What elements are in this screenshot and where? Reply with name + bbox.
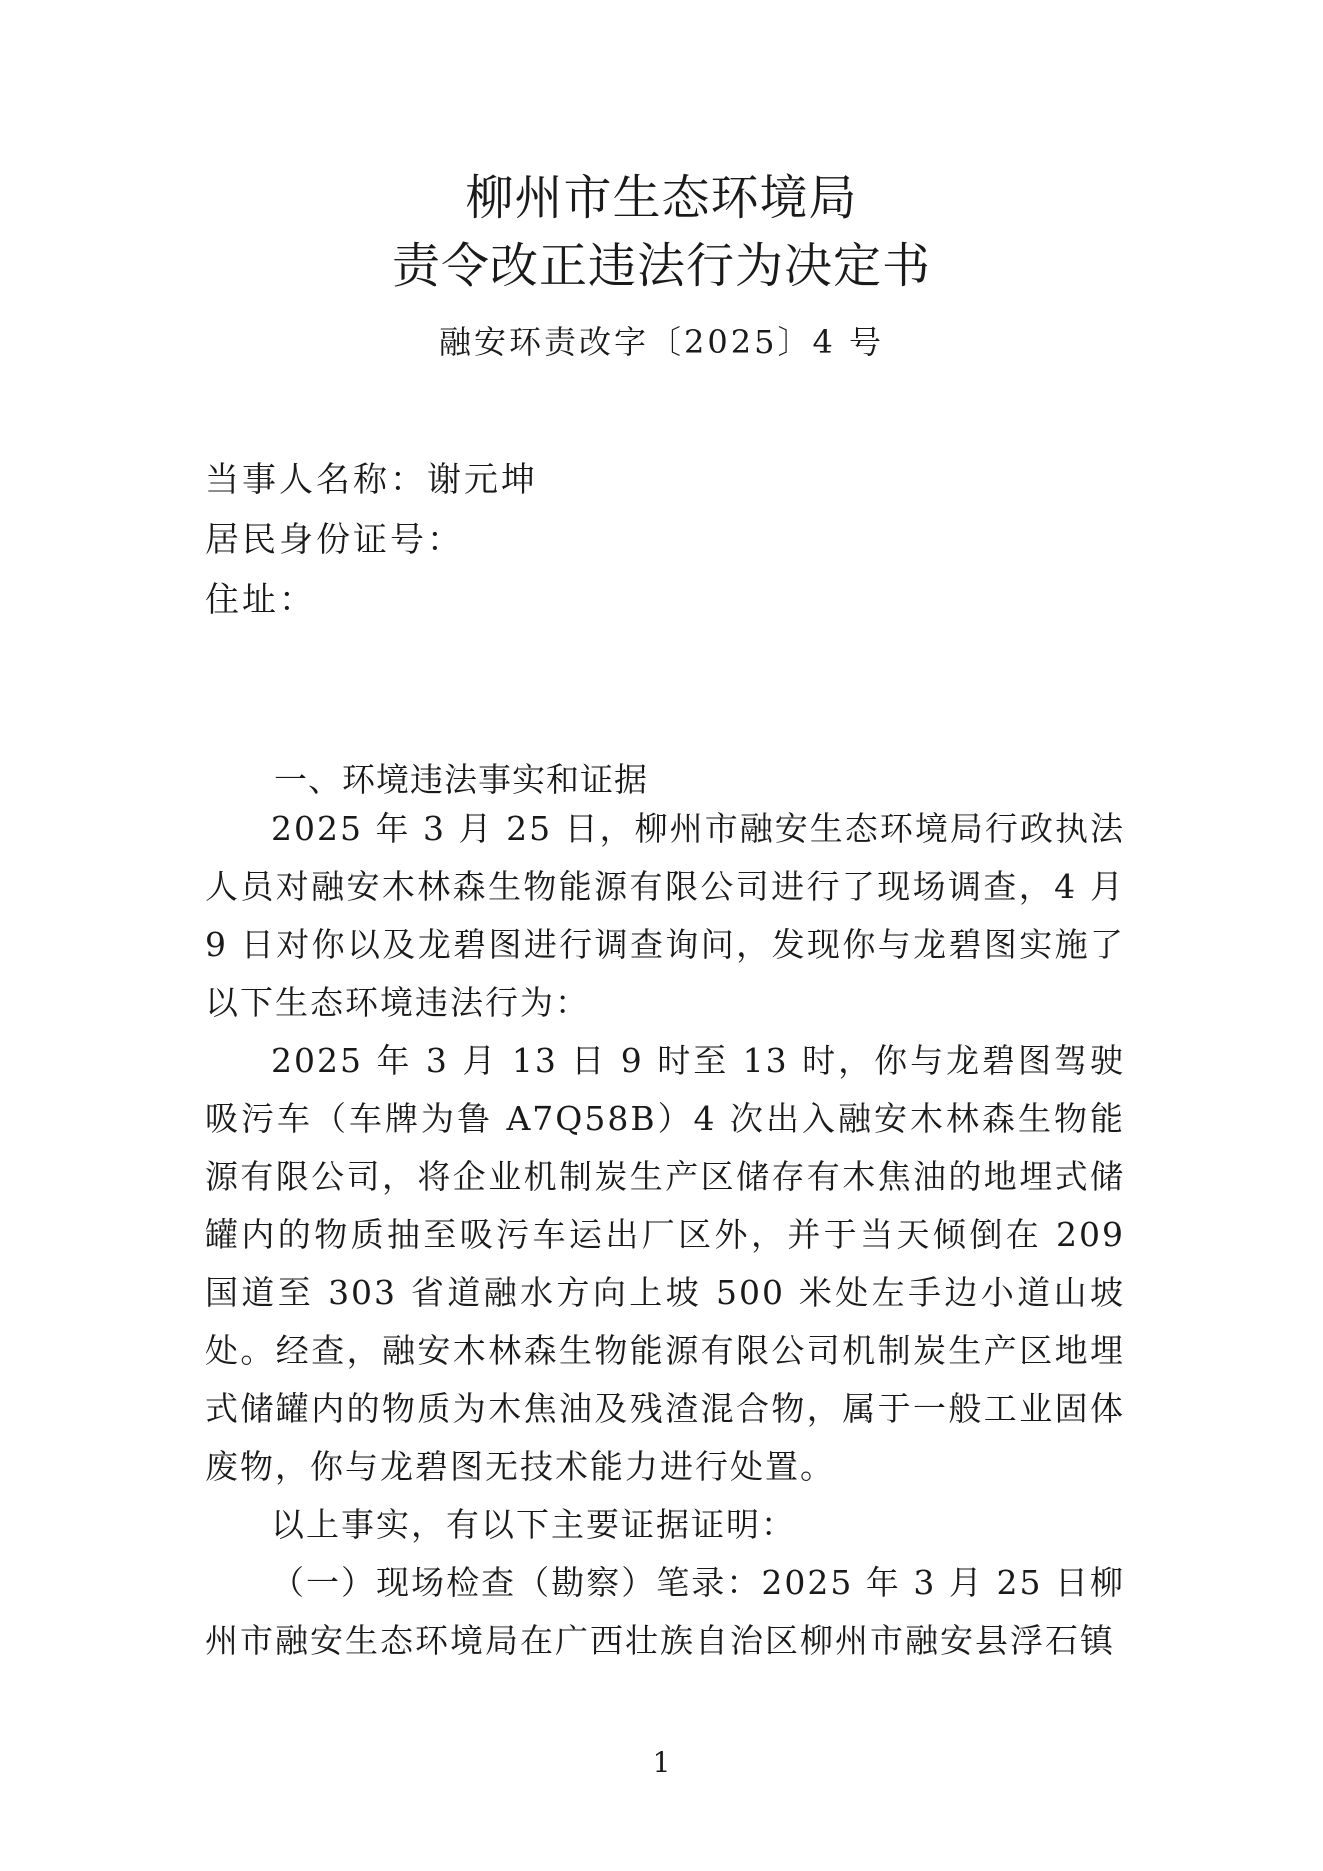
party-name-field: 当事人名称：谢元坤 — [205, 460, 538, 500]
paragraph-evidence-item-1: （一）现场检查（勘察）笔录：2025 年 3 月 25 日柳州市融安生态环境局在广西壮族自治区柳州市融安县浮石镇 — [205, 1563, 1125, 1660]
document-title-type: 责令改正违法行为决定书 — [391, 238, 931, 294]
document-number: 融安环责改字〔2025〕4 号 — [439, 323, 884, 361]
section-heading: 一、环境违法事实和证据 — [274, 760, 648, 799]
party-address-field: 住址： — [205, 580, 316, 620]
paragraph-violation-facts: 2025 年 3 月 13 日 9 时至 13 时，你与龙碧图驾驶吸污车（车牌为鲁 A7Q58B）4 次出入融安木林森生物能源有限公司，将企业机制炭生产区储存有木焦油的地埋式储罐内的物质抽至吸污车运出厂区外，并于当天倾倒在 209 国道至 303 省道融水方向上坡 500 米处左手边小道山坡处。经查，融安木林森生物能源有限公司机制炭生产区地埋式储罐内的物质为木焦油及残渣混合物，属于一般工业固体废物，你与龙碧图无技术能力进行处置。 — [205, 1041, 1125, 1486]
section-body — [205, 800, 1125, 1670]
party-id-field: 居民身份证号： — [205, 520, 464, 560]
document-title-agency: 柳州市生态环境局 — [465, 170, 858, 226]
paragraph-evidence-intro: 以上事实，有以下主要证据证明： — [271, 1505, 796, 1544]
page-number: 1 — [652, 1746, 671, 1779]
paragraph-investigation: 2025 年 3 月 25 日，柳州市融安生态环境局行政执法人员对融安木林森生物能源有限公司进行了现场调查，4 月 9 日对你以及龙碧图进行调查询问，发现你与龙碧图实施了以下生态环境违法行为： — [205, 809, 1125, 1022]
